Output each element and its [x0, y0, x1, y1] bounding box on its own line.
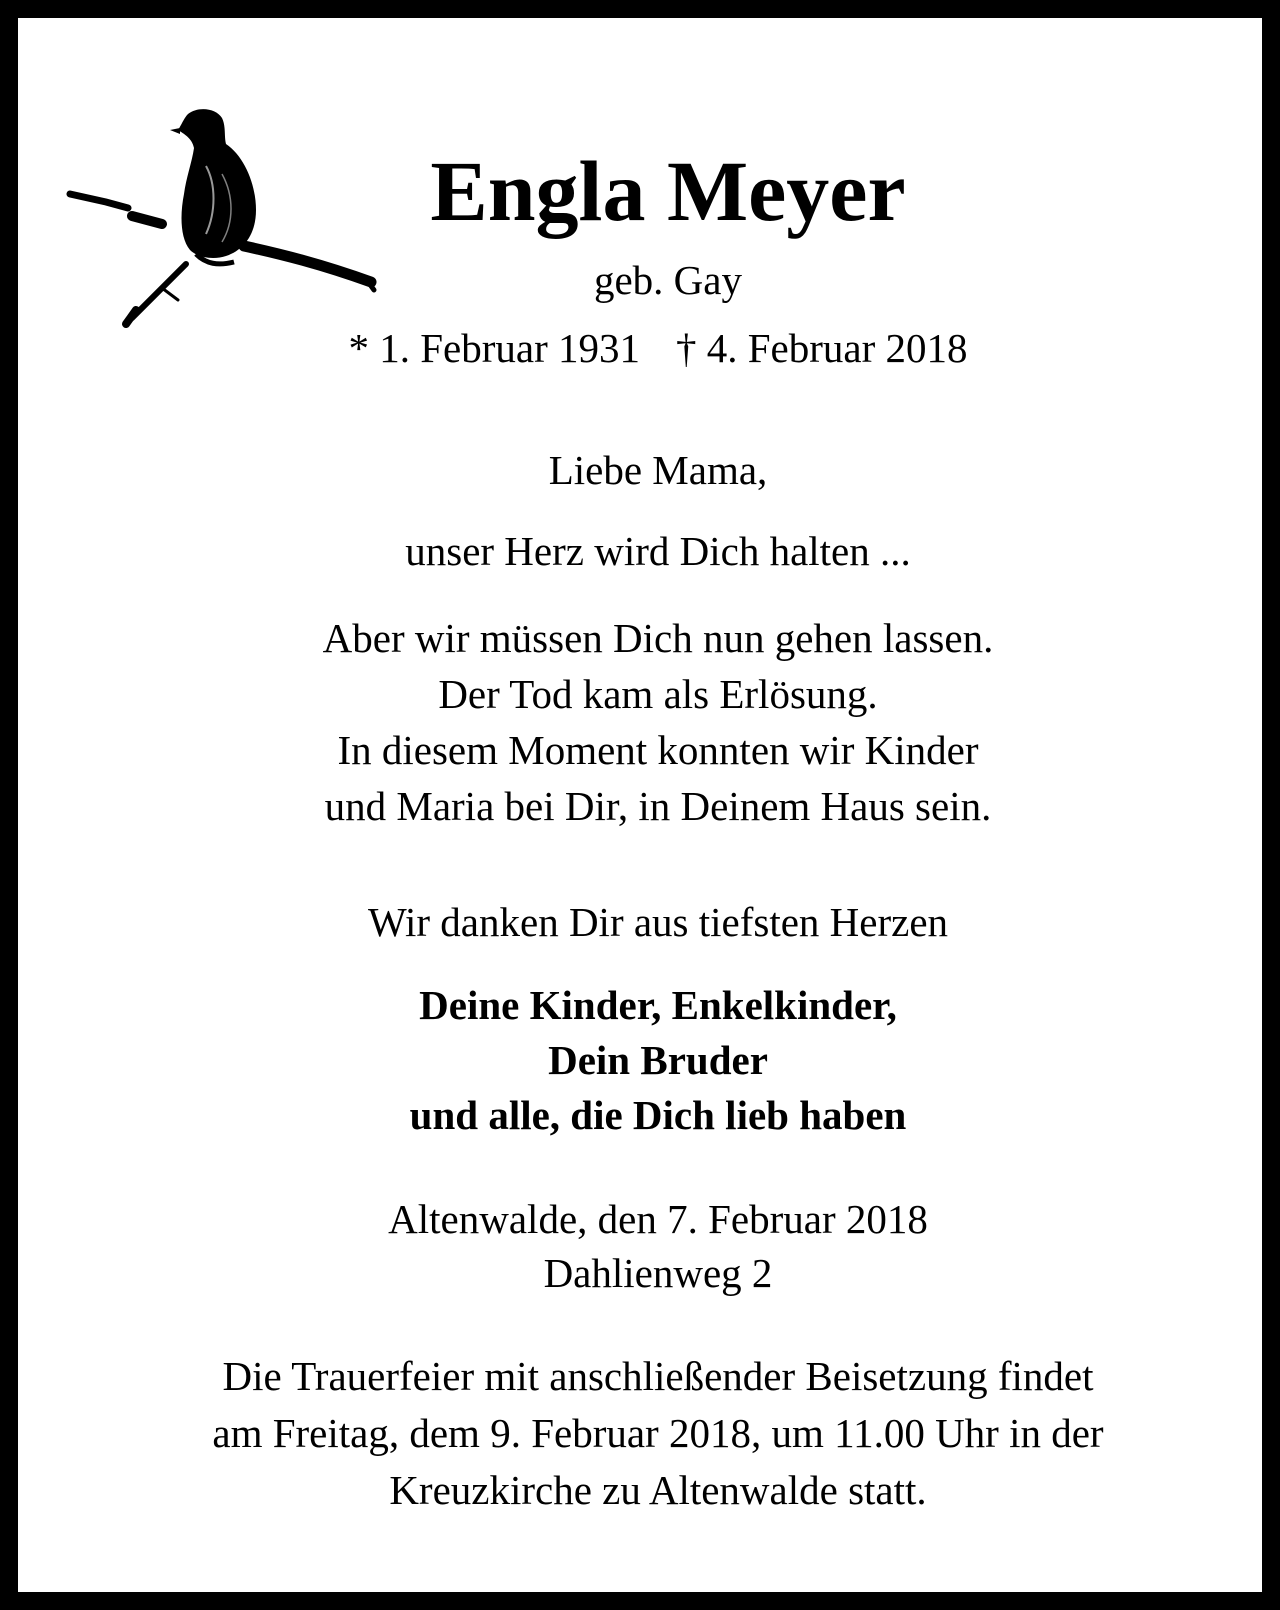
death-date: † 4. Februar 2018 [676, 325, 968, 371]
ceremony-line: Kreuzkirche zu Altenwalde statt. [389, 1467, 927, 1513]
signatories [18, 978, 1280, 1143]
heart-line: unser Herz wird Dich halten ... [405, 528, 911, 574]
salutation: Liebe Mama, [548, 447, 768, 493]
birth-name: geb. Gay [593, 257, 742, 303]
thanks-line: Wir danken Dir aus tiefsten Herzen [367, 899, 949, 945]
address: Dahlienweg 2 [543, 1250, 773, 1296]
birth-date: * 1. Februar 1931 [348, 325, 640, 371]
place-and-address [18, 1192, 1280, 1300]
deceased-name: Engla Meyer [430, 143, 906, 239]
signatory-line: Dein Bruder [548, 1037, 768, 1083]
place-date: Altenwalde, den 7. Februar 2018 [388, 1196, 928, 1242]
verse-line: Der Tod kam als Erlösung. [438, 671, 878, 717]
verse-line: In diesem Moment konnten wir Kinder [337, 727, 979, 773]
signatory-line: und alle, die Dich lieb haben [409, 1092, 907, 1138]
verse-line: und Maria bei Dir, in Deinem Haus sein. [324, 783, 992, 829]
ceremony-info [18, 1348, 1280, 1519]
ceremony-line: am Freitag, dem 9. Februar 2018, um 11.00 Uhr in der [212, 1410, 1104, 1456]
signatory-line: Deine Kinder, Enkelkinder, [419, 982, 897, 1028]
life-dates [18, 325, 1280, 371]
verse [18, 610, 1280, 834]
ceremony-line: Die Trauerfeier mit anschließender Beisetzung findet [222, 1353, 1094, 1399]
verse-line: Aber wir müssen Dich nun gehen lassen. [322, 615, 994, 661]
